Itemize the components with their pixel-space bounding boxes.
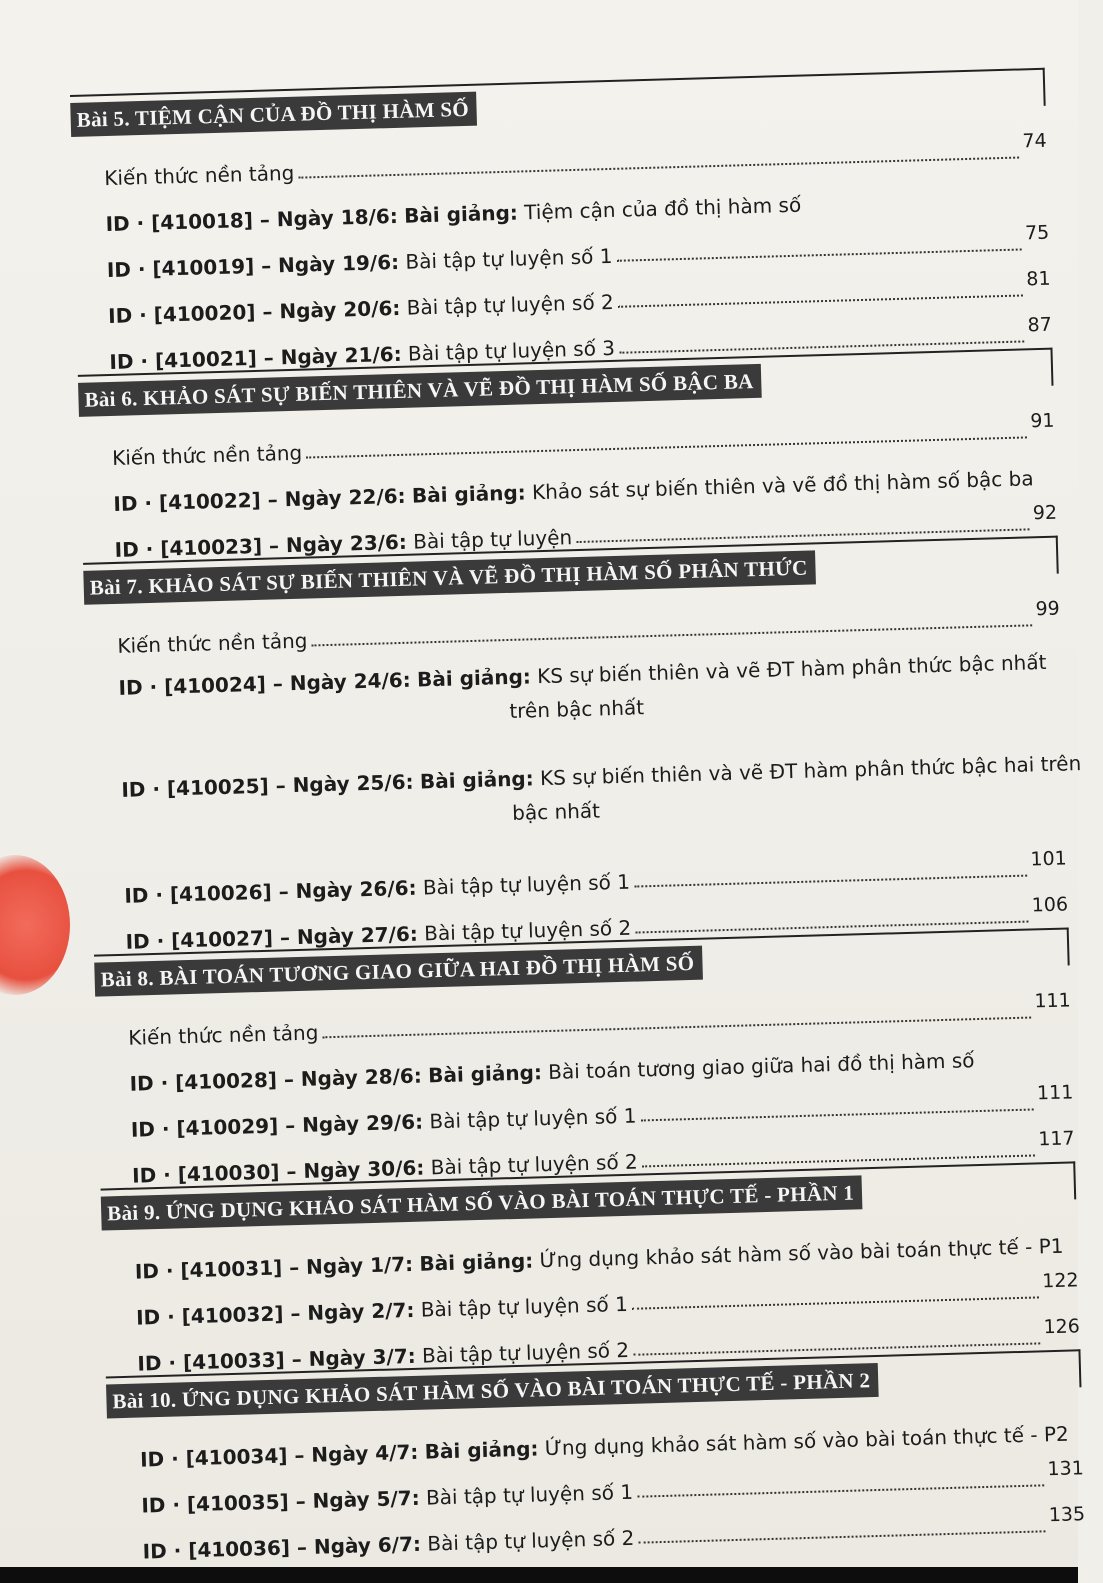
entry-id: ID · [410025] – Ngày 25/6:	[121, 769, 414, 802]
page-number: 117	[1037, 1127, 1075, 1151]
toc-section	[70, 68, 1052, 375]
entry-id: ID · [410035] – Ngày 5/7:	[141, 1485, 420, 1518]
foundation-label: Kiến thức nền tảng	[117, 628, 308, 658]
entry-kind: Bài giảng:	[419, 1248, 534, 1276]
foundation-label: Kiến thức nền tảng	[128, 1020, 319, 1050]
entry-kind: Bài giảng:	[427, 1060, 543, 1088]
entry-kind: Bài giảng:	[416, 664, 532, 692]
entry-title: KS sự biến thiên và vẽ ĐT hàm phân thức bậc nhất	[536, 649, 1047, 689]
foundation-label: Kiến thức nền tảng	[103, 160, 295, 191]
page-number: 75	[1024, 221, 1050, 245]
page-number: 106	[1031, 893, 1069, 917]
page-number: 122	[1041, 1269, 1079, 1293]
page-number: 111	[1034, 989, 1071, 1013]
entry-id: ID · [410026] – Ngày 26/6:	[124, 875, 417, 908]
page-number: 99	[1035, 597, 1061, 621]
section-title: Bài 7. KHẢO SÁT SỰ BIẾN THIÊN VÀ VẼ ĐỒ THỊ HÀM SỐ PHÂN THỨC	[83, 550, 816, 604]
toc-section	[106, 1349, 1086, 1564]
section-title: Bài 8. BÀI TOÁN TƯƠNG GIAO GIỮA HAI ĐỒ THỊ HÀM SỐ	[94, 946, 703, 997]
entry-kind: Bài giảng:	[411, 480, 527, 508]
page-number: 135	[1048, 1503, 1086, 1527]
entry-id: ID · [410033] – Ngày 3/7:	[137, 1343, 417, 1376]
entry-title: Bài tập tự luyện số 1	[422, 869, 631, 900]
entry-title: Bài tập tự luyện số 2	[421, 1337, 630, 1368]
dot-leader	[638, 1529, 1045, 1543]
entry-id: ID · [410030] – Ngày 30/6:	[131, 1155, 425, 1188]
page-number: 131	[1047, 1457, 1085, 1481]
page-number: 126	[1043, 1315, 1081, 1339]
entry-id: ID · [410023] – Ngày 23/6:	[114, 529, 408, 562]
entry-title: Ứng dụng khảo sát hàm số vào bài toán thực tế - P2	[544, 1421, 1070, 1461]
page-number: 101	[1030, 847, 1068, 871]
section-title: Bài 9. ỨNG DỤNG KHẢO SÁT HÀM SỐ VÀO BÀI TOÁN THỰC TẾ - PHẦN 1	[101, 1175, 863, 1230]
entry-title: Bài tập tự luyện số 2	[423, 915, 632, 946]
toc-section	[83, 536, 1082, 955]
entry-title: Bài tập tự luyện	[412, 525, 573, 554]
entry-title: Tiệm cận của đồ thị hàm số	[523, 192, 802, 225]
entry-id: ID · [410034] – Ngày 4/7:	[139, 1439, 419, 1472]
page-bottom-edge	[0, 1567, 1078, 1583]
entry-id: ID · [410036] – Ngày 6/7:	[142, 1531, 422, 1564]
entry-id: ID · [410022] – Ngày 22/6:	[113, 483, 406, 516]
page-number: 91	[1029, 409, 1055, 433]
entry-title: Bài toán tương giao giữa hai đồ thị hàm số	[547, 1048, 975, 1085]
entry-text-block	[121, 751, 1082, 836]
red-stain	[0, 855, 70, 995]
entry-title: Bài tập tự luyện số 1	[429, 1103, 637, 1134]
entry-title: Khảo sát sự biến thiên và vẽ đồ thị hàm số bậc ba	[531, 466, 1034, 505]
entry-title: Bài tập tự luyện số 2	[426, 1525, 635, 1556]
section-title: Bài 6. KHẢO SÁT SỰ BIẾN THIÊN VÀ VẼ ĐỒ THỊ HÀM SỐ BẬC BA	[78, 364, 762, 417]
entry-title-continued: bậc nhất	[511, 798, 601, 825]
entry-title: Bài tập tự luyện số 1	[420, 1291, 629, 1322]
entry-id: ID · [410019] – Ngày 19/6:	[106, 249, 400, 283]
entry-id: ID · [410028] – Ngày 28/6:	[129, 1063, 423, 1096]
toc-section	[94, 927, 1075, 1188]
entry-text-block	[118, 650, 1047, 734]
entry-title: Bài tập tự luyện số 1	[405, 243, 613, 274]
entry-id: ID · [410018] – Ngày 18/6:	[105, 203, 399, 237]
foundation-label: Kiến thức nền tảng	[111, 440, 303, 470]
page-number: 74	[1022, 129, 1047, 153]
entry-title: Bài tập tự luyện số 1	[425, 1479, 634, 1510]
entry-title-continued: trên bậc nhất	[509, 695, 645, 723]
entry-kind: Bài giảng:	[424, 1436, 539, 1464]
page-number: 81	[1026, 267, 1051, 291]
section-title: Bài 10. ỨNG DỤNG KHẢO SÁT HÀM SỐ VÀO BÀI TOÁN THỰC TẾ - PHẦN 2	[106, 1363, 879, 1419]
entry-id: ID · [410024] – Ngày 24/6:	[118, 667, 412, 700]
entry-id: ID · [410020] – Ngày 20/6:	[107, 295, 401, 329]
entry-kind: Bài giảng:	[403, 200, 519, 228]
entry-kind: Bài giảng:	[419, 766, 535, 794]
entry-id: ID · [410029] – Ngày 29/6:	[130, 1109, 424, 1142]
entry-title: Ứng dụng khảo sát hàm số vào bài toán thực tế - P1	[539, 1233, 1064, 1273]
toc-section	[101, 1161, 1081, 1376]
toc-section	[78, 348, 1058, 563]
section-title: Bài 5. TIỆM CẬN CỦA ĐỒ THỊ HÀM SỐ	[70, 92, 477, 137]
page-number: 92	[1032, 501, 1058, 525]
entry-title: Bài tập tự luyện số 2	[406, 289, 615, 320]
table-of-contents	[70, 68, 1086, 1565]
entry-title: Bài tập tự luyện số 2	[430, 1149, 639, 1180]
page-number: 111	[1036, 1081, 1074, 1105]
page-number: 87	[1027, 313, 1053, 337]
entry-title: Bài tập tự luyện số 3	[407, 335, 616, 366]
entry-id: ID · [410031] – Ngày 1/7:	[134, 1251, 414, 1284]
entry-title: KS sự biến thiên và vẽ ĐT hàm phân thức bậc hai trên	[539, 751, 1082, 791]
entry-id: ID · [410021] – Ngày 21/6:	[109, 341, 402, 374]
entry-id: ID · [410032] – Ngày 2/7:	[135, 1297, 415, 1330]
entry-id: ID · [410027] – Ngày 27/6:	[125, 921, 419, 954]
